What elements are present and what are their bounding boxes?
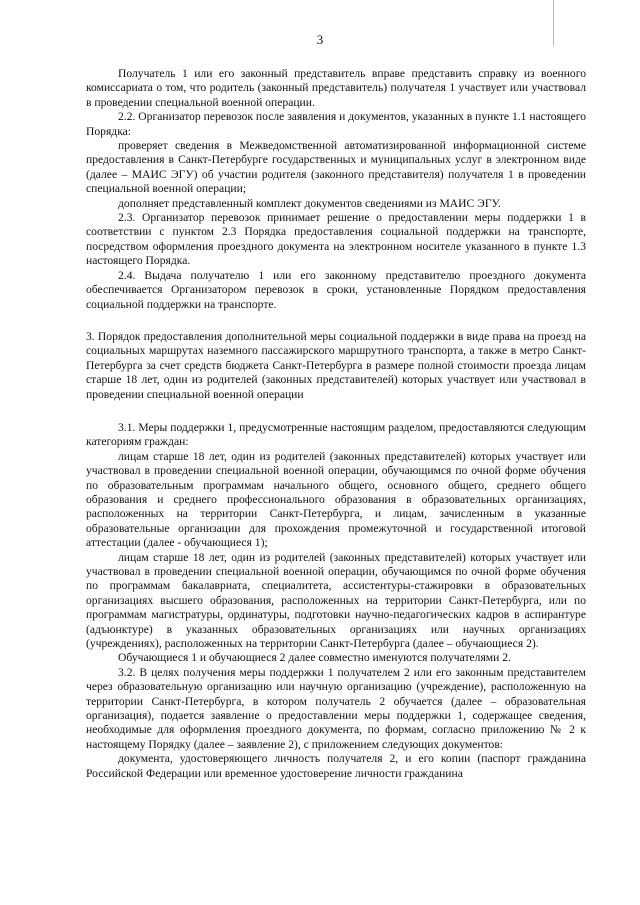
spacer <box>86 402 586 421</box>
paragraph: документа, удостоверяющего личность получателя 2, и его копии (паспорт гражданина Российской Федерации или временное удостоверение личности гражданина <box>86 752 586 780</box>
paragraph: лицам старше 18 лет, один из родителей (законных представителей) которых участвует или участвовал в проведении специальной военной операции, обучающимся по очной форме обучения по программам бакалавриата, специалитета, ассистентуры-стажировки в образовательных организациях высшего образования, расположенных на территории Санкт-Петербурга, или по программам магистратуры, ординатуры, подготовки научно-педагогических кадров в аспирантуре (адъюнктуре) в указанных образовательных организациях или научных организациях (учреждениях), расположенных на территории Санкт-Петербурга (далее – обучающиеся 2). <box>86 550 586 651</box>
paragraph: 2.4. Выдача получателю 1 или его законному представителю проездного документа обеспечивается Организатором перевозок в сроки, установленные Порядком предоставления социальной поддержки на транспорте. <box>86 268 586 311</box>
paragraph: 2.3. Организатор перевозок принимает решение о предоставлении меры поддержки 1 в соответствии с пунктом 2.3 Порядка предоставления социальной поддержки на транспорте, посредством оформления проездного документа на электронном носителе указанного в пункте 1.3 настоящего Порядка. <box>86 211 586 268</box>
paragraph: Обучающиеся 1 и обучающиеся 2 далее совместно именуются получателями 2. <box>118 651 511 665</box>
document-body <box>86 67 586 781</box>
paragraph: проверяет сведения в Межведомственной автоматизированной информационной системе предоставления в Санкт-Петербурге государственных и муниципальных услуг в электронном виде (далее – МАИС ЭГУ) об участии родителя (законного представителя) получателя 1 в проведении специальной военной операции; <box>86 139 586 196</box>
page-number: 3 <box>316 32 324 47</box>
paragraph: лицам старше 18 лет, один из родителей (законных представителей) которых участвует или участвовал в проведении специальной военной операции, обучающимся по очной форме обучения по образовательным программам начального общего, основного общего, среднего общего образования и среднего профессионального образования в образовательных организациях, расположенных на территории Санкт-Петербурга, и лицам, зачисленным в указанные образовательные организации для прохождения промежуточной и государственной итоговой аттестации (далее - обучающиеся 1); <box>86 449 586 550</box>
section-heading: 3. Порядок предоставления дополнительной меры социальной поддержки в виде права на проезд на социальных маршрутах наземного пассажирского маршрутного транспорта, а также в метро Санкт-Петербурга за счет средств бюджета Санкт-Петербурга в размере полной стоимости проезда лицам старше 18 лет, один из родителей (законных представителей) которых участвует или участвовал в проведении специальной военной операции <box>86 329 586 401</box>
paragraph: 3.2. В целях получения меры поддержки 1 получателем 2 или его законным представителем через образовательную организацию или научную организацию (учреждение), расположенную на территории Санкт-Петербурга, в котором получатель 2 обучается (далее – образовательная организация), подается заявление о предоставлении меры поддержки 1, содержащее сведения, необходимые для оформления проездного документа, по формам, согласно приложению № 2 к настоящему Порядку (далее – заявление 2), с приложением следующих документов: <box>86 665 586 751</box>
paragraph: Получатель 1 или его законный представитель вправе представить справку из военного комиссариата о том, что родитель (законный представитель) получателя 1 участвует или участвовал в проведении специальной военной операции. <box>86 67 586 109</box>
paragraph: дополняет представленный комплект документов сведениями из МАИС ЭГУ. <box>118 196 501 210</box>
spacer <box>86 312 586 330</box>
paragraph: 3.1. Меры поддержки 1, предусмотренные настоящим разделом, предоставляются следующим категориям граждан: <box>86 420 586 449</box>
paragraph: 2.2. Организатор перевозок после заявления и документов, указанных в пункте 1.1 настоящего Порядка: <box>86 110 586 138</box>
